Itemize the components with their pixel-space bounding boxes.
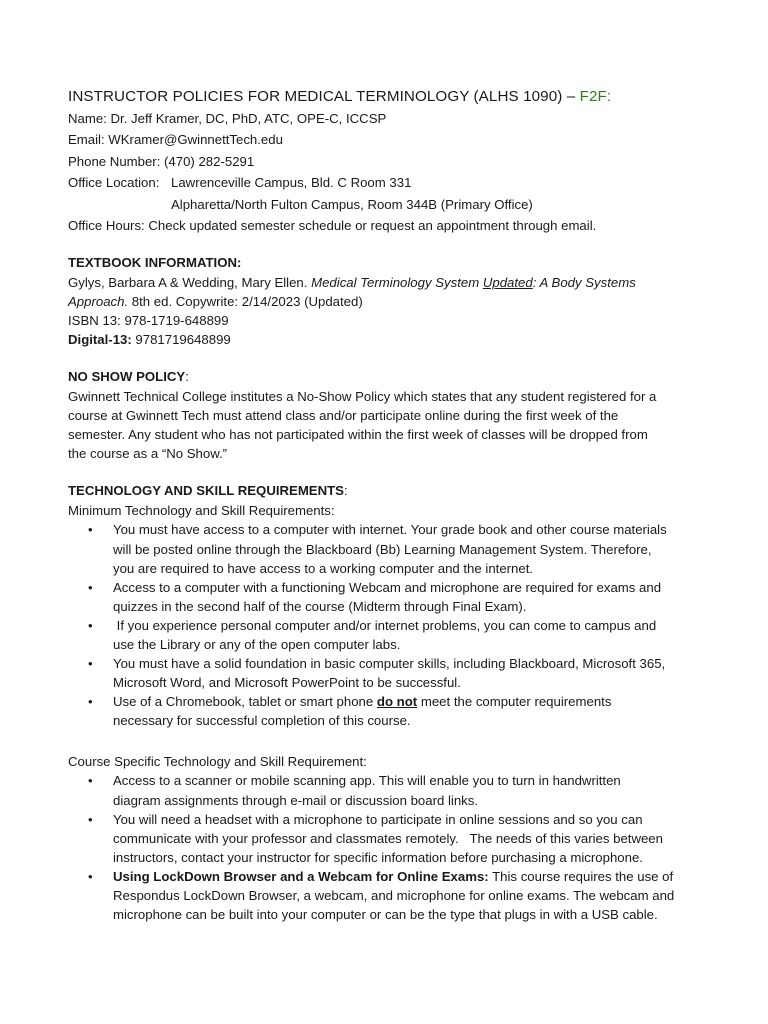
no-show-heading-colon: : (185, 369, 189, 385)
list-item-line: Access to a scanner or mobile scanning app. This will enable you to turn in handwritten (113, 773, 621, 789)
list-item (68, 578, 708, 616)
technology-heading-colon: : (343, 483, 348, 499)
office-hours: Office Hours: Check updated semester schedule or request an appointment through email. (68, 218, 597, 234)
bullet-icon: • (88, 617, 93, 633)
bullet-icon: • (88, 656, 93, 672)
bullet-icon: • (88, 868, 93, 884)
technology-heading-text: TECHNOLOGY AND SKILL REQUIREMENTS (68, 483, 344, 499)
list-item-line: diagram assignments through e-mail or discussion board links. (113, 792, 479, 808)
bullet-icon: • (88, 522, 93, 538)
instructor-name: Name: Dr. Jeff Kramer, DC, PhD, ATC, OPE-C, ICCSP (68, 111, 387, 126)
lockdown-text: This course requires the use of (488, 868, 674, 884)
textbook-title-updated: Updated (482, 275, 533, 291)
list-item-line: Access to a computer with a functioning Webcam and microphone are required for exams and (113, 579, 662, 595)
textbook-title-c: : A Body Systems (532, 275, 636, 291)
technology-heading (68, 481, 708, 501)
bullet-icon: • (88, 694, 93, 710)
textbook-authors: Gylys, Barbara A & Wedding, Mary Ellen. (68, 275, 312, 291)
lockdown-heading: Using LockDown Browser and a Webcam for Online Exams: (113, 868, 489, 884)
course-mode-label: F2F (579, 88, 607, 105)
no-show-heading-text: NO SHOW POLICY (68, 369, 186, 385)
list-item-line: necessary for successful completion of this course. (113, 713, 411, 729)
list-item-line (113, 692, 708, 711)
list-item-line (113, 867, 708, 886)
list-item-line: will be posted online through the Blackboard (Bb) Learning Management System. Therefore, (113, 541, 652, 557)
list-item (68, 867, 708, 924)
list-item (68, 616, 708, 654)
textbook-citation (68, 273, 708, 292)
document-page (68, 86, 708, 924)
no-show-line: Gwinnett Technical College institutes a No-Show Policy which states that any student registered for a (68, 389, 657, 405)
list-item (68, 692, 708, 730)
textbook-title-a: Medical Terminology System (311, 275, 483, 291)
list-item-line: Respondus LockDown Browser, a webcam, and microphone for online exams. The webcam and (113, 888, 675, 904)
list-item-line: you are required to have access to a working computer and the internet. (113, 560, 534, 576)
minimum-requirements-label: Minimum Technology and Skill Requirements: (68, 503, 335, 519)
list-item-line: You will need a headset with a microphone to participate in online sessions and so you can (113, 811, 643, 827)
minimum-requirements-list (68, 520, 708, 730)
list-item-line: If you experience personal computer and/or internet problems, you can come to campus and (113, 617, 657, 633)
bullet-icon: • (88, 811, 93, 827)
list-item (68, 810, 708, 867)
chromebook-text-end: meet the computer requirements (417, 694, 612, 710)
textbook-edition-line (68, 292, 708, 311)
bullet-icon: • (88, 773, 93, 789)
no-show-heading (68, 367, 708, 387)
office-location-secondary: Alpharetta/North Fulton Campus, Room 344B (Primary Office) (171, 196, 533, 212)
instructor-phone: Phone Number: (470) 282-5291 (68, 153, 255, 169)
no-show-line: semester. Any student who has not participated within the first week of classes will be dropped from (68, 427, 648, 443)
list-item (68, 654, 708, 692)
list-item-line: You must have access to a computer with internet. Your grade book and other course materials (113, 522, 667, 538)
list-item (68, 771, 708, 809)
title-text: INSTRUCTOR POLICIES FOR MEDICAL TERMINOLOGY (ALHS 1090) – (68, 88, 580, 105)
list-item-line: microphone can be built into your computer or can be the type that plugs in with a USB cable. (113, 907, 658, 923)
office-location (68, 172, 708, 193)
textbook-digital (68, 330, 708, 349)
digital-value: 9781719648899 (131, 332, 231, 348)
digital-label: Digital-13: (68, 332, 132, 348)
list-item-line: use the Library or any of the open computer labs. (113, 637, 401, 652)
course-requirements-label: Course Specific Technology and Skill Requirement: (68, 754, 367, 770)
document-title (68, 86, 708, 108)
no-show-line: course at Gwinnett Tech must attend class and/or participate online during the first week of the (68, 408, 619, 424)
course-requirements-list (68, 771, 708, 924)
list-item-line: quizzes in the second half of the course (Midterm through Final Exam). (113, 598, 527, 614)
office-location-label: Office Location: (68, 175, 160, 191)
list-item-line: Microsoft Word, and Microsoft PowerPoint to be successful. (113, 675, 461, 691)
title-colon: : (606, 88, 612, 105)
list-item-line: communicate with your professor and classmates remotely. The needs of this varies between (113, 830, 663, 846)
list-item-line: You must have a solid foundation in basic computer skills, including Blackboard, Microsoft 365, (113, 656, 666, 672)
office-location-primary: Lawrenceville Campus, Bld. C Room 331 (171, 175, 412, 191)
textbook-title-d: Approach. (68, 294, 129, 310)
bullet-icon: • (88, 579, 93, 595)
textbook-heading: TEXTBOOK INFORMATION: (68, 255, 242, 271)
textbook-isbn: ISBN 13: 978-1719-648899 (68, 313, 229, 329)
chromebook-text: Use of a Chromebook, tablet or smart phone (113, 694, 377, 710)
textbook-edition: 8th ed. Copywrite: 2/14/2023 (Updated) (128, 294, 363, 310)
list-item-line: instructors, contact your instructor for specific information before purchasing a microphone. (113, 849, 643, 865)
list-item (68, 520, 708, 577)
instructor-email: Email: WKramer@GwinnettTech.edu (68, 132, 283, 148)
do-not-emphasis: do not (376, 694, 418, 710)
no-show-line: the course as a “No Show.” (68, 446, 228, 462)
